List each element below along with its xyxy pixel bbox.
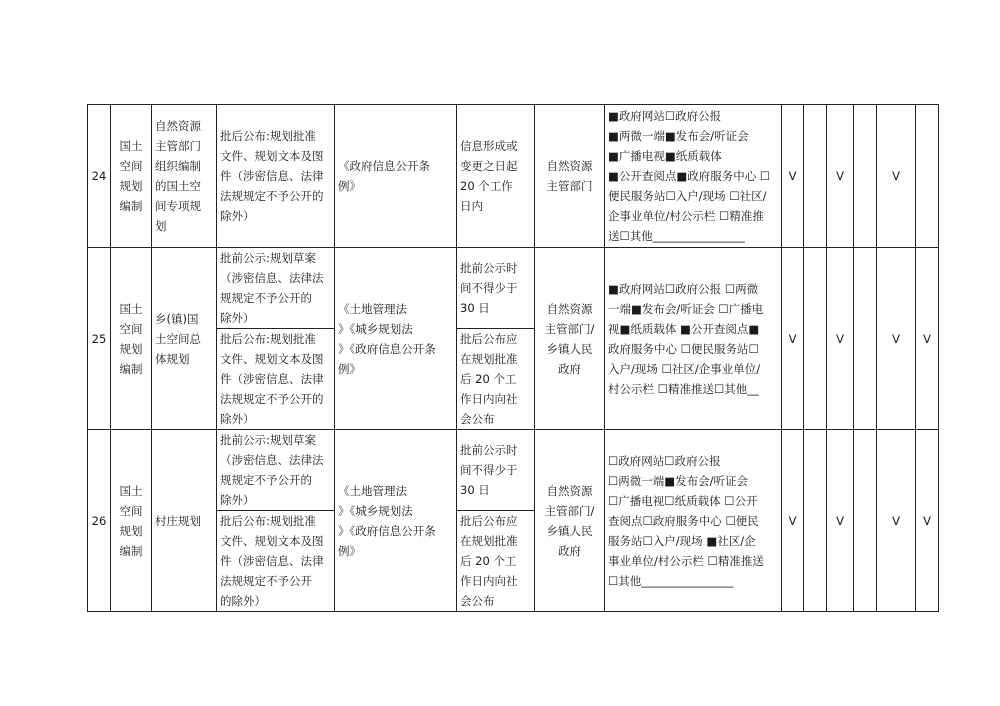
basis-cell: 《政府信息公开条 例》 — [335, 105, 457, 248]
content-cell: 批后公布:规划批准 文件、规划文本及图 件（涉密信息、法律 法规规定不予公开 的除外） — [217, 511, 335, 612]
check-cell — [916, 105, 939, 248]
check-cell: V — [827, 248, 854, 430]
row-number: 25 — [88, 248, 111, 430]
content-cell: 批前公示:规划草案 （涉密信息、法律法 规规定不予公开的 除外） — [217, 248, 335, 329]
row-number: 26 — [88, 430, 111, 612]
item-cell: 自然资源 主管部门 组织编制 的国土空 间专项规 划 — [152, 105, 217, 248]
check-cell — [804, 105, 827, 248]
check-cell: V — [877, 248, 916, 430]
basis-cell: 《土地管理法 》《城乡规划法 》《政府信息公开条 例》 — [335, 430, 457, 612]
content-cell: 批后公布:规划批准 文件、规划文本及图 件（涉密信息、法律 法规规定不予公开的 除外） — [217, 105, 335, 248]
check-cell: V — [827, 105, 854, 248]
check-cell: V — [782, 248, 804, 430]
basis-cell: 《土地管理法 》《城乡规划法 》《政府信息公开条 例》 — [335, 248, 457, 430]
channels-cell: ■政府网站☐政府公报 ☐两微 一端■发布会/听证会 ☐广播电 视■纸质载体 ■公开查阅点■ 政府服务中心 ☐便民服务站☐ 入户/现场 ☐社区/企事业单位/ 村公示栏 ☐精准推送☐其他__ — [605, 248, 782, 430]
subject-cell: 自然资源 主管部门/ 乡镇人民 政府 — [535, 430, 605, 612]
check-cell: V — [916, 248, 939, 430]
content-cell: 批后公布:规划批准 文件、规划文本及图 件（涉密信息、法律 法规规定不予公开的 除外） — [217, 329, 335, 430]
check-cell: V — [782, 105, 804, 248]
row-number: 24 — [88, 105, 111, 248]
category-cell: 国土 空间 规划 编制 — [111, 430, 152, 612]
category-cell: 国土 空间 规划 编制 — [111, 105, 152, 248]
subject-cell: 自然资源 主管部门 — [535, 105, 605, 248]
time-limit-cell: 批后公布应 在规划批准 后 20 个工 作日内向社 会公布 — [457, 511, 535, 612]
table-row — [88, 105, 939, 248]
check-cell — [854, 248, 877, 430]
check-cell: V — [877, 105, 916, 248]
table-row — [88, 248, 939, 329]
check-cell — [804, 248, 827, 430]
channels-cell: ☐政府网站☐政府公报 ☐两微一端■发布会/听证会 ☐广播电视☐纸质载体 ☐公开 查阅点☐政府服务中心 ☐便民 服务站☐入户/现场 ■社区/企 事业单位/村公示栏 ☐精准推送 ☐其他________________ — [605, 430, 782, 612]
check-cell: V — [782, 430, 804, 612]
time-limit-cell: 批前公示时 间不得少于 30 日 — [457, 430, 535, 511]
table-row — [88, 430, 939, 511]
check-cell: V — [827, 430, 854, 612]
time-limit-cell: 批后公布应 在规划批准 后 20 个工 作日内向社 会公布 — [457, 329, 535, 430]
check-cell — [804, 430, 827, 612]
time-limit-cell: 信息形成或 变更之日起 20 个工作 日内 — [457, 105, 535, 248]
category-cell: 国土 空间 规划 编制 — [111, 248, 152, 430]
check-cell — [854, 430, 877, 612]
item-cell: 乡(镇)国 土空间总 体规划 — [152, 248, 217, 430]
check-cell: V — [877, 430, 916, 612]
item-cell: 村庄规划 — [152, 430, 217, 612]
subject-cell: 自然资源 主管部门/ 乡镇人民 政府 — [535, 248, 605, 430]
channels-cell: ■政府网站☐政府公报 ■两微一端■发布会/听证会 ■广播电视■纸质载体 ■公开查阅点■政府服务中心 ☐ 便民服务站☐入户/现场 ☐社区/ 企事业单位/村公示栏 ☐精准推 送☐其他________________ — [605, 105, 782, 248]
time-limit-cell: 批前公示时 间不得少于 30 日 — [457, 248, 535, 329]
content-cell: 批前公示:规划草案 （涉密信息、法律法 规规定不予公开的 除外） — [217, 430, 335, 511]
check-cell: V — [916, 430, 939, 612]
check-cell — [854, 105, 877, 248]
disclosure-table — [87, 104, 939, 612]
